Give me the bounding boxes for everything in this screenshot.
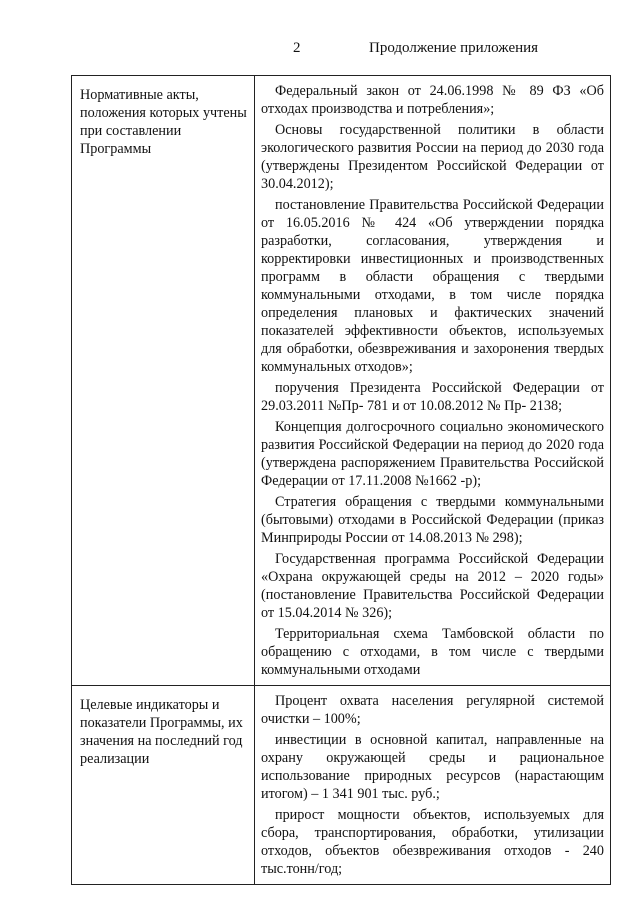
- table-row-target-indicators: [72, 686, 611, 885]
- row-content-target-indicators: [255, 686, 611, 885]
- row-label-target-indicators: Целевые индикаторы и показатели Программы, их значения на последний год реализации: [72, 686, 255, 885]
- program-passport-table: [71, 75, 611, 885]
- row-label-normative-acts: Нормативные акты, положения которых учтены при составлении Программы: [72, 76, 255, 686]
- list-item: Территориальная схема Тамбовской области по обращению с отходами, в том числе с твердыми коммунальными отходами: [261, 626, 604, 678]
- table-row-normative-acts: [72, 76, 611, 686]
- list-item: Федеральный закон от 24.06.1998 № 89 ФЗ «Об отходах производства и потребления»;: [261, 83, 604, 117]
- list-item: постановление Правительства Российской Федерации от 16.05.2016 № 424 «Об утверждении порядка разработки, согласования, утверждения и корректировки инвестиционных и производственных программ в области обращения с твердыми коммунальными отходами, в том числе порядка определения плановых и фактических значений показателей эффективности объектов, используемых для обработки, обезвреживания и захоронения твердых коммунальных отходов»;: [261, 197, 604, 375]
- list-item: Основы государственной политики в области экологического развития России на период до 2030 года (утверждены Президентом Российской Федерации от 30.04.2012);: [261, 122, 604, 192]
- list-item: прирост мощности объектов, используемых для сбора, транспортирования, обработки, утилизации отходов, объектов обезвреживания отходов - 240 тыс.тонн/год;: [261, 807, 604, 877]
- page-number: 2: [293, 40, 301, 56]
- list-item: Концепция долгосрочного социально экономического развития Российской Федерации на период до 2020 года (утверждена распоряжением Правительства Российской Федерации от 17.11.2008 №1662 -р);: [261, 419, 604, 489]
- list-item: Стратегия обращения с твердыми коммунальными (бытовыми) отходами в Российской Федерации (приказ Минприроды России от 14.08.2013 № 298);: [261, 494, 604, 546]
- row-content-normative-acts: [255, 76, 611, 686]
- list-item: Государственная программа Российской Федерации «Охрана окружающей среды на 2012 – 2020 годы» (постановление Правительства Российской Федерации от 15.04.2014 № 326);: [261, 551, 604, 621]
- list-item: поручения Президента Российской Федерации от 29.03.2011 №Пр- 781 и от 10.08.2012 № Пр- 2138;: [261, 380, 604, 414]
- list-item: Процент охвата населения регулярной системой очистки – 100%;: [261, 693, 604, 727]
- list-item: инвестиции в основной капитал, направленные на охрану окружающей среды и рациональное использование природных ресурсов (нарастающим итогом) – 1 341 901 тыс. руб.;: [261, 732, 604, 802]
- running-header: Продолжение приложения: [369, 40, 539, 56]
